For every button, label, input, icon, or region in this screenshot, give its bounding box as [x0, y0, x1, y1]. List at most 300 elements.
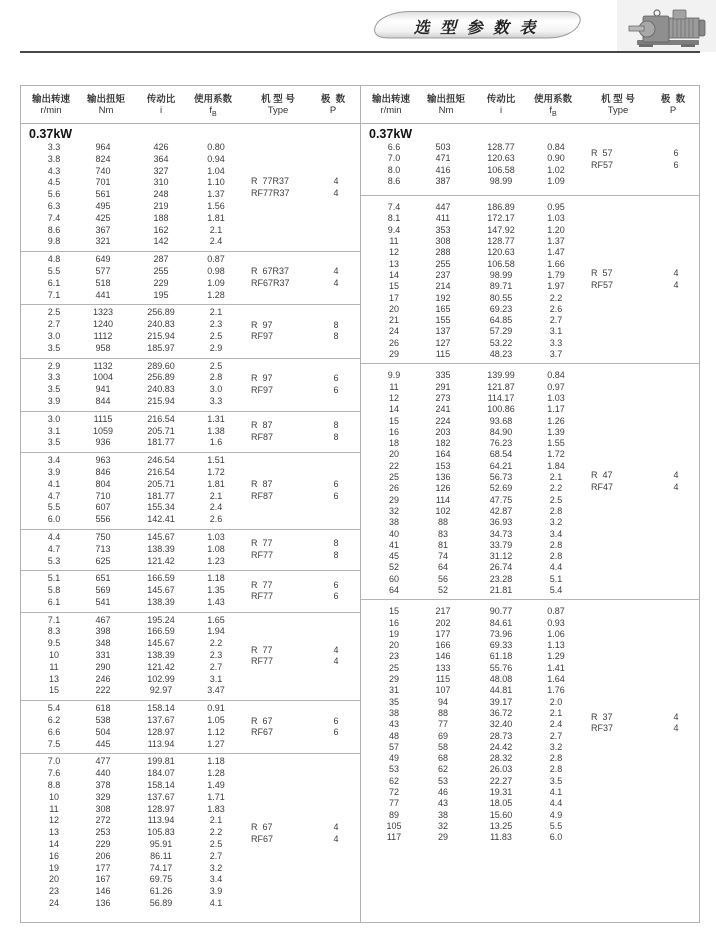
pole-value: 4: [333, 266, 339, 277]
cell-output-torque: 441: [95, 289, 111, 300]
cell-output-speed: 22: [388, 460, 399, 471]
cell-output-speed: 38: [388, 707, 399, 718]
cell-service-factor: 1.43: [207, 596, 225, 607]
cell-ratio: 47.75: [489, 494, 513, 505]
cell-ratio: 142: [153, 236, 169, 247]
cell-output-speed: 4.1: [47, 478, 61, 489]
cell-output-speed: 3.1: [47, 425, 61, 436]
type-label: R 87: [251, 420, 273, 431]
table-row: [21, 532, 360, 544]
column-header-service-factor: 使用系数 $f_B$: [533, 94, 572, 118]
pole-value: 8: [333, 550, 339, 561]
cell-ratio: 57.29: [489, 326, 513, 337]
cell-service-factor: 1.39: [547, 426, 565, 437]
cell-output-torque: 425: [95, 212, 111, 223]
cell-service-factor: 0.84: [547, 142, 565, 152]
cell-ratio: 121.42: [147, 555, 175, 566]
cell-output-speed: 6.6: [47, 726, 61, 737]
cell-output-torque: 445: [95, 738, 111, 749]
cell-service-factor: 1.84: [547, 460, 565, 471]
cell-service-factor: 5.4: [549, 584, 563, 595]
cell-output-speed: 60: [388, 573, 399, 584]
cell-service-factor: 4.4: [549, 798, 563, 809]
cell-service-factor: 2.1: [209, 307, 223, 318]
type-label: RF57: [591, 279, 614, 290]
cell-output-torque: 114: [435, 494, 451, 505]
cell-output-torque: 556: [95, 514, 111, 525]
cell-output-torque: 561: [95, 189, 111, 200]
table-row: [21, 201, 360, 213]
cell-output-torque: 1059: [92, 425, 114, 436]
cell-output-torque: 335: [435, 370, 451, 381]
cell-output-speed: 29: [388, 494, 399, 505]
cell-service-factor: 3.2: [209, 862, 223, 873]
cell-ratio: 128.77: [487, 236, 515, 247]
cell-output-speed: 89: [388, 809, 399, 820]
pole-value: 4: [333, 278, 339, 289]
table-row: [21, 626, 360, 638]
table-row: [21, 597, 360, 609]
cell-output-torque: 62: [437, 764, 448, 775]
cell-ratio: 188: [153, 212, 169, 223]
table-row: [361, 506, 700, 517]
cell-service-factor: 2.8: [549, 753, 563, 764]
type-label: R 57: [591, 267, 613, 278]
cell-output-torque: 182: [435, 438, 451, 449]
cell-ratio: 138.39: [147, 596, 175, 607]
cell-output-torque: 246: [95, 673, 111, 684]
cell-output-torque: 164: [435, 449, 451, 460]
cell-ratio: 55.76: [489, 662, 513, 673]
cell-ratio: 106.58: [487, 258, 515, 269]
cell-output-speed: 24: [388, 326, 399, 337]
table-row: [361, 349, 700, 360]
cell-output-speed: 49: [388, 753, 399, 764]
cell-service-factor: 2.1: [209, 815, 223, 826]
cell-service-factor: 2.8: [549, 764, 563, 775]
table-row: [361, 731, 700, 742]
cell-ratio: 52.69: [489, 483, 513, 494]
table-row: [361, 517, 700, 528]
cell-ratio: 61.18: [489, 651, 513, 662]
table-row: [361, 472, 700, 483]
cell-ratio: 19.31: [489, 787, 513, 798]
table-row: [361, 438, 700, 449]
cell-output-speed: 15: [388, 606, 399, 617]
pole-values: [317, 124, 355, 251]
table-row: [21, 756, 360, 768]
cell-service-factor: 1.13: [547, 640, 565, 651]
table-row: [21, 804, 360, 816]
type-label: R 67: [251, 715, 273, 726]
cell-output-speed: 14: [388, 404, 399, 415]
cell-service-factor: 3.2: [549, 741, 563, 752]
cell-ratio: 13.25: [489, 820, 513, 831]
cell-output-speed: 20: [388, 449, 399, 460]
cell-service-factor: 1.56: [207, 200, 225, 211]
cell-output-torque: 411: [435, 213, 451, 224]
type-label: R 97: [251, 319, 273, 330]
table-row: [361, 165, 700, 176]
table-section: [21, 753, 360, 912]
cell-output-torque: 253: [95, 827, 111, 838]
cell-output-speed: 7.0: [47, 756, 61, 767]
cell-output-speed: 5.8: [47, 585, 61, 596]
table-row: [361, 663, 700, 674]
cell-ratio: 69.75: [149, 874, 173, 885]
cell-output-speed: 2.7: [47, 319, 61, 330]
type-labels: [251, 412, 273, 452]
cell-ratio: 137.67: [147, 791, 175, 802]
cell-output-speed: 11: [49, 661, 59, 672]
cell-output-torque: 165: [435, 303, 451, 314]
cell-output-torque: 518: [95, 277, 111, 288]
cell-ratio: 98.99: [489, 269, 513, 280]
cell-service-factor: 1.97: [547, 281, 565, 292]
cell-output-speed: 14: [388, 269, 399, 280]
cell-output-torque: 804: [95, 478, 111, 489]
cell-output-torque: 291: [435, 381, 451, 392]
cell-output-torque: 83: [437, 528, 448, 539]
cell-output-torque: 46: [437, 787, 448, 798]
cell-output-torque: 81: [437, 539, 448, 550]
cell-output-torque: 321: [95, 236, 111, 247]
cell-service-factor: 2.5: [209, 839, 223, 850]
table-row: [21, 685, 360, 697]
type-label: R 87: [251, 479, 273, 490]
cell-service-factor: 1.09: [207, 277, 225, 288]
cell-ratio: 102.99: [147, 673, 175, 684]
cell-output-speed: 4.5: [47, 177, 61, 188]
cell-service-factor: 0.97: [547, 381, 565, 392]
cell-ratio: 256.89: [147, 372, 175, 383]
cell-service-factor: 1.03: [207, 531, 225, 542]
cell-ratio: 24.42: [489, 741, 513, 752]
table-row: [361, 640, 700, 651]
cell-ratio: 158.14: [147, 780, 175, 791]
cell-output-torque: 471: [435, 153, 451, 164]
cell-ratio: 139.99: [487, 370, 515, 381]
cell-service-factor: 2.5: [209, 330, 223, 341]
table-row: [361, 225, 700, 236]
cell-ratio: 64.85: [489, 315, 513, 326]
cell-ratio: 15.60: [489, 809, 513, 820]
table-row: [21, 331, 360, 343]
cell-ratio: 21.81: [489, 584, 513, 595]
cell-output-torque: 1115: [93, 413, 113, 424]
cell-output-speed: 5.5: [47, 265, 61, 276]
cell-output-speed: 25: [388, 662, 399, 673]
table-row: [21, 455, 360, 467]
cell-output-speed: 8.0: [387, 164, 401, 175]
cell-service-factor: 1.17: [547, 404, 565, 415]
cell-output-speed: 26: [388, 483, 399, 494]
cell-service-factor: 1.81: [207, 478, 225, 489]
pole-value: 4: [673, 481, 679, 492]
cell-output-speed: 4.3: [47, 165, 61, 176]
table-body-right: [361, 124, 700, 847]
cell-output-torque: 155: [435, 315, 451, 326]
cell-output-torque: 503: [435, 142, 451, 152]
cell-output-torque: 203: [435, 426, 451, 437]
cell-ratio: 33.79: [489, 539, 513, 550]
pole-value: 4: [673, 470, 679, 481]
cell-output-speed: 3.5: [47, 437, 61, 448]
cell-output-speed: 38: [388, 517, 399, 528]
cell-ratio: 44.81: [489, 685, 513, 696]
cell-ratio: 158.14: [147, 703, 175, 714]
cell-service-factor: 0.87: [207, 254, 225, 265]
cell-output-speed: 2.9: [47, 360, 61, 371]
table-row: [361, 236, 700, 247]
cell-service-factor: 2.5: [549, 494, 563, 505]
cell-output-speed: 7.4: [387, 202, 401, 213]
cell-output-speed: 19: [48, 862, 59, 873]
table-row: [361, 382, 700, 393]
cell-service-factor: 2.6: [209, 514, 223, 525]
table-section: [21, 304, 360, 357]
table-left-half: [21, 86, 360, 922]
cell-ratio: 155.34: [147, 502, 175, 513]
cell-ratio: 84.90: [489, 426, 513, 437]
table-row: [21, 874, 360, 886]
type-label: R 77: [251, 538, 273, 549]
cell-ratio: 172.17: [487, 213, 515, 224]
cell-output-torque: 68: [437, 753, 448, 764]
power-rating: 0.37kW: [369, 127, 413, 141]
cell-ratio: 69.23: [489, 303, 513, 314]
cell-output-torque: 52: [437, 584, 448, 595]
cell-ratio: 255: [153, 265, 169, 276]
cell-ratio: 145.67: [147, 531, 175, 542]
cell-service-factor: 1.09: [547, 175, 565, 186]
cell-output-speed: 5.6: [47, 189, 61, 200]
pole-value: 8: [333, 331, 339, 342]
cell-ratio: 18.05: [489, 798, 513, 809]
cell-output-speed: 17: [388, 292, 399, 303]
table-row: [21, 236, 360, 248]
cell-output-torque: 69: [437, 730, 448, 741]
cell-output-torque: 273: [435, 392, 451, 403]
table-row: [21, 703, 360, 715]
type-label: RF37: [591, 723, 614, 734]
cell-output-speed: 4.7: [47, 490, 61, 501]
pole-value: 8: [333, 420, 339, 431]
cell-service-factor: 1.76: [547, 685, 565, 696]
cell-output-speed: 8.6: [387, 175, 401, 186]
cell-service-factor: 1.26: [547, 415, 565, 426]
pole-value: 6: [333, 491, 339, 502]
cell-service-factor: 1.64: [547, 674, 565, 685]
cell-output-torque: 440: [95, 768, 111, 779]
cell-output-speed: 9.4: [387, 224, 401, 235]
column-header-type: 机 型 号 Type: [601, 94, 635, 116]
pole-values: [657, 600, 695, 846]
table-row: [361, 142, 700, 153]
cell-service-factor: 1.31: [207, 413, 225, 424]
cell-ratio: 114.17: [487, 392, 515, 403]
cell-output-torque: 607: [95, 502, 111, 513]
pole-value: 6: [333, 579, 339, 590]
cell-output-torque: 649: [95, 254, 111, 265]
cell-service-factor: 2.1: [549, 472, 563, 483]
cell-ratio: 34.73: [489, 528, 513, 539]
cell-service-factor: 4.4: [549, 562, 563, 573]
cell-ratio: 69.33: [489, 640, 513, 651]
cell-service-factor: 2.8: [549, 505, 563, 516]
cell-service-factor: 2.2: [209, 827, 223, 838]
table-row: [21, 780, 360, 792]
table-section: [21, 612, 360, 701]
cell-output-speed: 13: [48, 673, 59, 684]
cell-output-speed: 16: [388, 617, 399, 628]
table-row: [361, 315, 700, 326]
table-row: [361, 449, 700, 460]
cell-service-factor: 2.4: [209, 236, 223, 247]
cell-ratio: 166.59: [147, 626, 175, 637]
table-section: [21, 570, 360, 611]
table-row: [21, 491, 360, 503]
cell-output-torque: 53: [437, 775, 448, 786]
pole-values: [317, 305, 355, 357]
cell-ratio: 128.97: [147, 803, 175, 814]
table-section: [21, 124, 360, 251]
type-label: R 77R37: [251, 175, 290, 186]
column-header-poles: 极 数 P: [320, 94, 346, 116]
table-row: [361, 370, 700, 381]
cell-ratio: 48.08: [489, 674, 513, 685]
cell-output-speed: 3.9: [47, 466, 61, 477]
cell-ratio: 95.91: [149, 839, 173, 850]
pole-values: [317, 571, 355, 611]
cell-output-speed: 117: [386, 832, 402, 843]
type-label: RF77: [251, 591, 274, 602]
cell-output-speed: 13: [388, 258, 399, 269]
cell-output-torque: 713: [95, 543, 111, 554]
cell-service-factor: 0.84: [547, 370, 565, 381]
table-row: [361, 708, 700, 719]
table-row: [21, 573, 360, 585]
cell-service-factor: 2.4: [549, 719, 563, 730]
cell-service-factor: 1.41: [547, 662, 565, 673]
cell-output-torque: 255: [435, 258, 451, 269]
cell-output-speed: 29: [388, 349, 399, 360]
cell-output-speed: 24: [48, 898, 59, 909]
cell-ratio: 22.27: [489, 775, 513, 786]
cell-output-speed: 77: [388, 798, 399, 809]
cell-service-factor: 0.94: [207, 153, 225, 164]
cell-output-torque: 137: [435, 326, 451, 337]
cell-service-factor: 4.9: [549, 809, 563, 820]
cell-ratio: 128.77: [487, 142, 515, 152]
cell-service-factor: 1.04: [207, 165, 225, 176]
table-row: [361, 326, 700, 337]
cell-output-speed: 57: [388, 741, 399, 752]
cell-ratio: 39.17: [489, 696, 513, 707]
column-header-output-speed: 输出转速 r/min: [31, 94, 70, 116]
cell-ratio: 256.89: [147, 307, 175, 318]
cell-output-speed: 43: [388, 719, 399, 730]
cell-output-speed: 72: [388, 787, 399, 798]
type-labels: [251, 571, 273, 611]
table-row: [21, 792, 360, 804]
table-row: [361, 832, 700, 843]
table-row: [361, 176, 700, 187]
cell-service-factor: 2.7: [209, 850, 223, 861]
cell-output-torque: 740: [95, 165, 111, 176]
table-row: [21, 467, 360, 479]
cell-output-speed: 13: [48, 827, 59, 838]
table-row: [21, 396, 360, 408]
type-label: RF97: [251, 384, 274, 395]
cell-output-torque: 308: [435, 236, 451, 247]
table-row: [21, 177, 360, 189]
cell-output-torque: 272: [95, 815, 111, 826]
table-row: [21, 189, 360, 201]
type-label: RF77R37: [251, 187, 290, 198]
cell-service-factor: 1.05: [207, 715, 225, 726]
cell-service-factor: 4.1: [549, 787, 563, 798]
cell-output-speed: 16: [388, 426, 399, 437]
cell-ratio: 113.94: [147, 815, 175, 826]
type-labels: [251, 613, 273, 701]
cell-ratio: 93.68: [489, 415, 513, 426]
cell-output-torque: 146: [95, 886, 111, 897]
cell-output-speed: 4.7: [47, 543, 61, 554]
cell-service-factor: 1.81: [207, 212, 225, 223]
pole-value: 4: [673, 279, 679, 290]
page-title-banner: [370, 9, 582, 41]
cell-output-torque: 214: [435, 281, 451, 292]
cell-ratio: 181.77: [147, 490, 175, 501]
cell-output-speed: 7.0: [387, 153, 401, 164]
cell-output-speed: 4.8: [47, 254, 61, 265]
cell-output-torque: 495: [95, 200, 111, 211]
cell-output-torque: 126: [435, 483, 451, 494]
cell-ratio: 215.94: [147, 395, 175, 406]
cell-output-torque: 353: [435, 224, 451, 235]
cell-ratio: 61.26: [149, 886, 173, 897]
cell-service-factor: 3.1: [209, 673, 223, 684]
cell-output-torque: 1323: [92, 307, 114, 318]
cell-ratio: 219: [153, 200, 169, 211]
cell-output-torque: 1004: [92, 372, 114, 383]
type-label: R 47: [591, 470, 613, 481]
cell-service-factor: 1.66: [547, 258, 565, 269]
cell-service-factor: 2.1: [209, 490, 223, 501]
cell-ratio: 195.24: [147, 614, 175, 625]
cell-output-speed: 9.8: [47, 236, 61, 247]
cell-service-factor: 3.5: [549, 775, 563, 786]
cell-service-factor: 3.1: [549, 326, 563, 337]
cell-output-speed: 3.0: [47, 413, 61, 424]
cell-output-speed: 26: [388, 337, 399, 348]
table-row: [361, 719, 700, 730]
cell-output-speed: 6.3: [47, 200, 61, 211]
type-label: R 77: [251, 644, 273, 655]
cell-service-factor: 0.95: [547, 202, 565, 213]
cell-output-speed: 20: [388, 303, 399, 314]
cell-service-factor: 2.8: [549, 551, 563, 562]
cell-output-speed: 7.1: [47, 289, 61, 300]
cell-service-factor: 1.35: [207, 585, 225, 596]
cell-ratio: 327: [153, 165, 169, 176]
cell-service-factor: 1.29: [547, 651, 565, 662]
cell-output-torque: 136: [95, 898, 111, 909]
cell-ratio: 36.93: [489, 517, 513, 528]
type-labels: [591, 364, 613, 599]
table-section: [361, 124, 700, 195]
